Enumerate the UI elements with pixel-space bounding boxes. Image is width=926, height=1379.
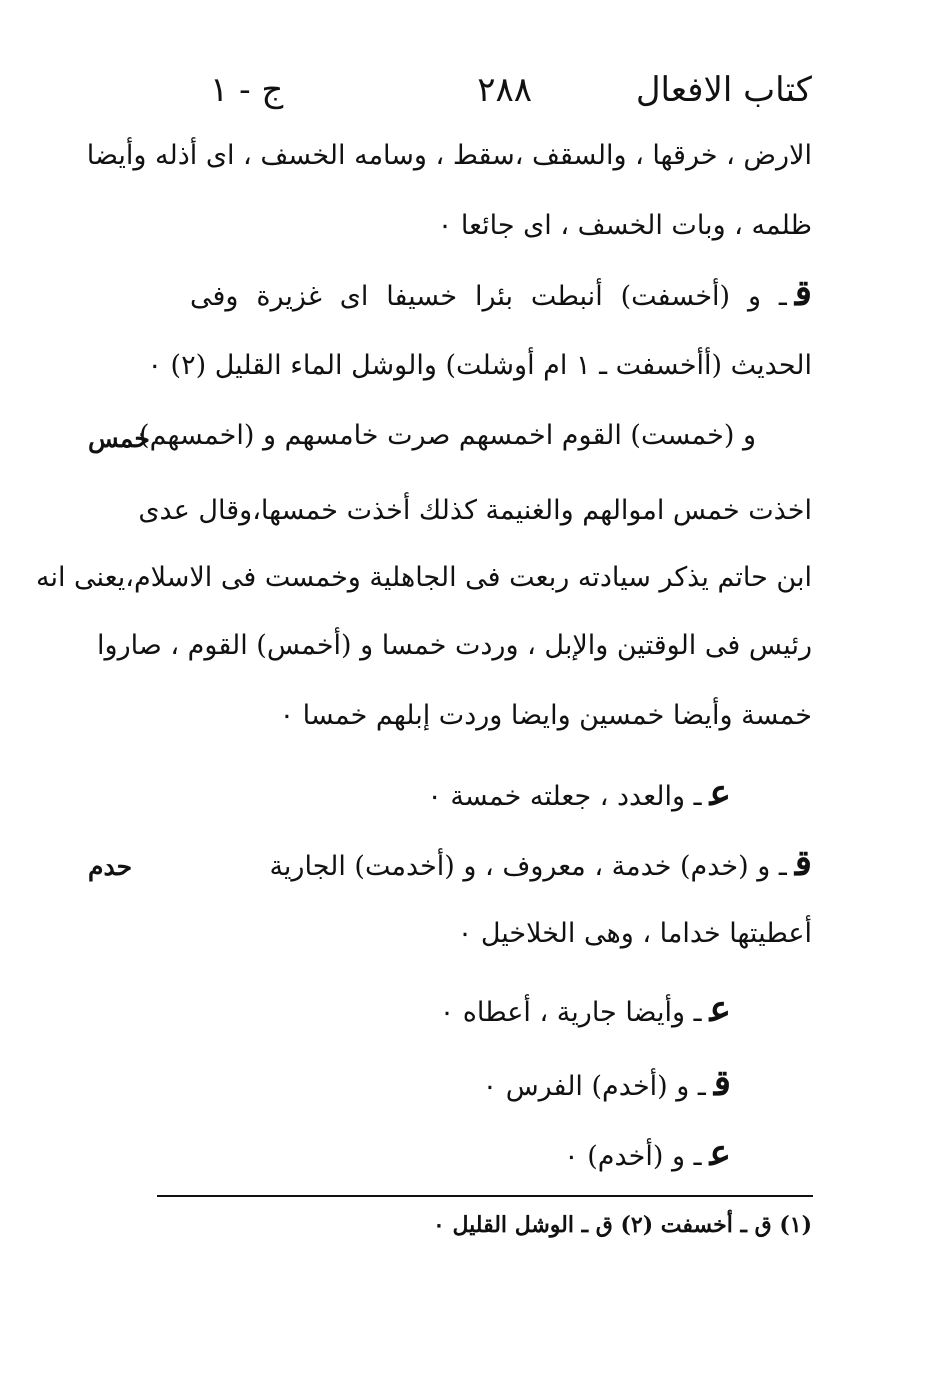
margin-heading-khadam: حدم [88, 852, 133, 881]
text-line: ابن حاتم يذكر سيادته ربعت فى الجاهلية وخمست فى الاسلام،يعنى انه [35, 562, 812, 593]
text-line: اخذت خمس اموالهم والغنيمة كذلك أخذت خمسها،وقال عدى [138, 495, 812, 526]
source-marker: ق [794, 272, 812, 314]
source-marker: ق [794, 842, 812, 884]
part-number: ج - ١ [210, 70, 284, 110]
text-line [427, 772, 731, 815]
text-line: رئيس فى الوقتين والإبل ، وردت خمسا و (أخمس) القوم ، صاروا [97, 630, 812, 661]
footnote: (١) ق ـ أخسفت (٢) ق ـ الوشل القليل ٠ [433, 1212, 812, 1238]
line-text: ـ و (أخسفت) أنبطت بئرا خسيفا اى غزيرة وفى [190, 281, 787, 312]
margin-heading-khams: خمس [88, 424, 150, 453]
text-line [190, 272, 812, 315]
source-marker: ق [713, 1062, 731, 1104]
text-line: خمسة وأيضا خمسين وايضا وردت إبلهم خمسا ٠ [279, 700, 812, 731]
book-title: كتاب الافعال [635, 70, 812, 110]
line-text: ـ و (أخدم) ٠ [564, 1141, 702, 1172]
text-line: و (خمست) القوم اخمسهم صرت خامسهم و (اخمسهم) [139, 420, 756, 451]
source-marker: ع [709, 988, 731, 1030]
page-number: ٢٨٨ [477, 70, 532, 110]
text-line: أعطيتها خداما ، وهى الخلاخيل ٠ [457, 918, 812, 949]
text-line [440, 988, 731, 1031]
footnote-divider [157, 1195, 813, 1197]
page-header [190, 70, 812, 130]
text-line [564, 1132, 731, 1175]
line-text: ـ و (أخدم) الفرس ٠ [482, 1071, 706, 1102]
line-text: ـ وأيضا جارية ، أعطاه ٠ [439, 997, 702, 1028]
line-text: ـ و (خدم) خدمة ، معروف ، و (أخدمت) الجارية [269, 851, 787, 882]
text-line: ظلمه ، وبات الخسف ، اى جائعا ٠ [437, 210, 812, 241]
text-line: الحديث (أأخسفت ـ ١ ام أوشلت) والوشل الماء القليل (٢) ٠ [147, 350, 812, 381]
source-marker: ع [709, 1132, 731, 1174]
text-line [269, 842, 812, 885]
source-marker: ع [709, 772, 731, 814]
text-line: الارض ، خرقها ، والسقف ،سقط ، وسامه الخسف ، اى أذله وأيضا [86, 140, 812, 171]
line-text: ـ والعدد ، جعلته خمسة ٠ [427, 781, 702, 812]
text-line [483, 1062, 731, 1105]
